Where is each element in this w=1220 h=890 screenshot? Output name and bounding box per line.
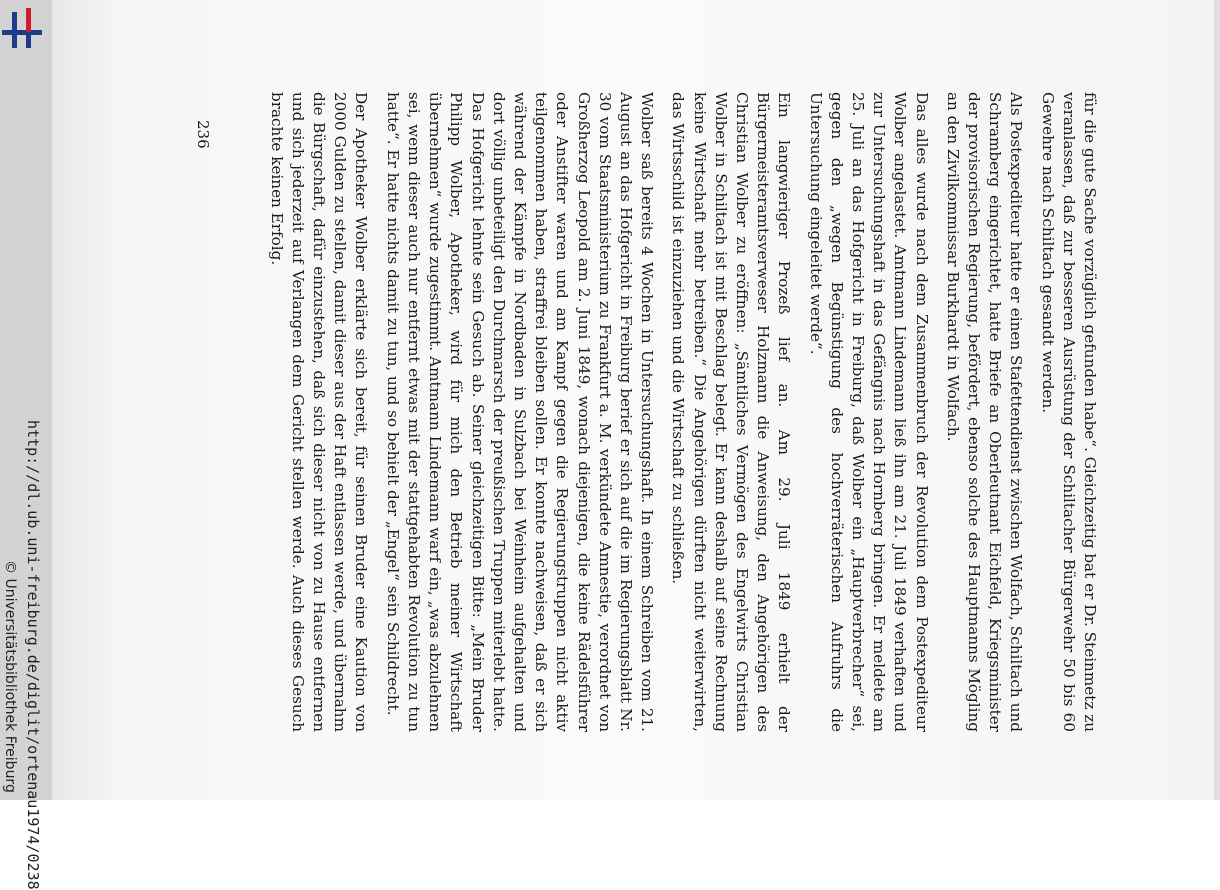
page-text <box>200 92 1100 732</box>
paragraph: Der Apotheker Wolber erklärte sich bereit, für seinen Bruder eine Kaution von 2000 Gulden zu stellen, damit dieser aus der Haft entlassen werde, und übernahm die Bürgschaft, dafür einzustehen, daß sich dieser nicht von zu Hause entfernen und sich jederzeit auf Verlangen dem Gericht stellen werde. Auch dieses Gesuch brachte keinen Erfolg. <box>267 92 371 732</box>
paragraph: für die gute Sache vorzüglich gefunden habe“. Gleichzeitig bat er Dr. Steinmetz zu veranlassen, daß zur besseren Ausrüstung der Schiltacher Bürgerwehr 50 bis 60 Gewehre nach Schiltach gesandt werden. <box>1038 92 1099 732</box>
paragraph: Als Postexpediteur hatte er einen Stafettendienst zwischen Wolfach, Schiltach und Schramberg eingerichtet, hatte Briefe an Oberleutnant Eichfeld, Kriegsminister der provisorischen Regierung, befördert, ebenso solche des Hauptmanns Mögling an den Zivilkommissar Burkhardt in Wolfach. <box>943 92 1026 732</box>
library-logo <box>2 8 44 50</box>
paragraph: Ein langwieriger Prozeß lief an. Am 29. Juli 1849 erhielt der Bürgermeisteramtsverweser Holzmann die Anweisung, den Angehörigen des Christian Wolber zu eröffnen: „Sämtliches Vermögen des Engelwirts Christian Wolber in Schiltach ist mit Beschlag belegt. Er kann deshalb auf seine Rechnung keine Wirtschaft mehr betreiben.“ Die Angehörigen dürften nicht weiterwirten, das Wirtsschild ist einzuziehen und die Wirtschaft zu schließen. <box>669 92 794 732</box>
page-number: 236 <box>194 120 212 149</box>
source-url[interactable]: http://dl.ub.uni-freiburg.de/diglit/ortenau1974/0238 <box>24 420 42 890</box>
copyright-notice: © Universitätsbibliothek Freiburg <box>2 560 18 793</box>
page-edge <box>1214 0 1220 800</box>
paragraph: Wolber saß bereits 4 Wochen in Untersuchungshaft. In einem Schreiben vom 21. August an das Hofgericht in Freiburg berief er sich auf die im Regierungsblatt Nr. 30 vom Staatsministerium zu Frankfurt a. M. verkündete Amnestie, verordnet von Großherzog Leopold am 2. Juni 1849, wonach diejenigen, die keine Rädelsführer oder Anstifter waren und am Kampf gegen die Regierungstruppen nicht aktiv teilgenommen haben, straffrei bleiben sollen. Er konnte nachweisen, daß er sich während der Kämpfe in Nordbaden in Sulzbach bei Weinheim aufgehalten und dort völlig unbeteiligt den Durchmarsch der preußischen Truppen miterlebt hatte. Das Hofgericht lehnte sein Gesuch ab. Seiner gleichzeitigen Bitte: „Mein Bruder Philipp Wolber, Apotheker, wird für mich den Betrieb meiner Wirtschaft übernehmen“ wurde zugestimmt. Amtmann Lindemann warf ein, „was abzulehnen sei, wenn dieser auch nur entfernt etwas mit der stattgehabten Revolution zu tun hatte“. Er hatte nichts damit zu tun, und so behielt der „Engel“ sein Schildrecht. <box>383 92 657 732</box>
scanned-page <box>52 0 1220 800</box>
paragraph: Das alles wurde nach dem Zusammenbruch der Revolution dem Postexpediteur Wolber angelastet. Amtmann Lindemann ließ ihn am 21. Juli 1849 verhaften und zur Untersuchungshaft in das Gefängnis nach Hornberg bringen. Er meldete am 25. Juli an das Hofgericht in Freiburg, daß Wolber ein „Hauptverbrecher“ sei, gegen den „wegen Begünstigung des hochverräterischen Aufruhrs die Untersuchung eingeleitet werde“. <box>806 92 931 732</box>
